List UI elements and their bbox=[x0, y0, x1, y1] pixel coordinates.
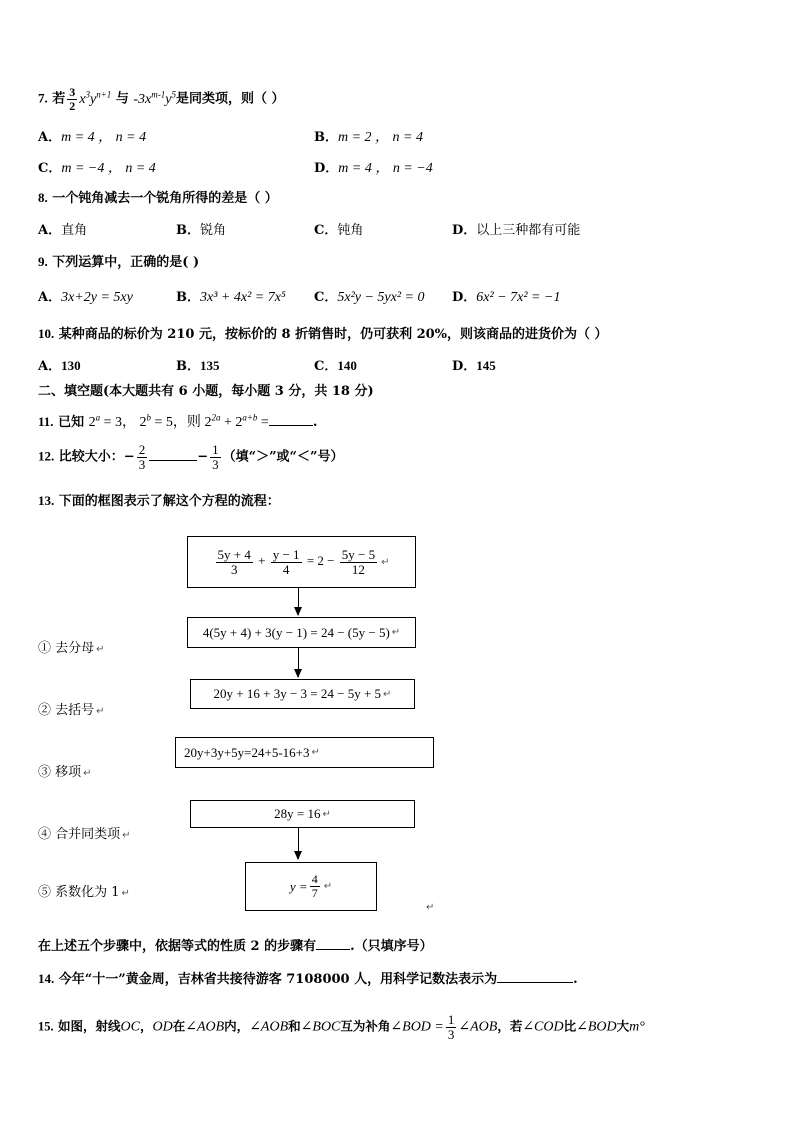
step-label-1: ① 去分母 ↵ bbox=[38, 641, 105, 656]
answer-blank-12[interactable] bbox=[149, 460, 197, 461]
q9-option-b[interactable]: B．3x³ + 4x² = 7x⁵ bbox=[176, 290, 286, 305]
flow-arrow-2 bbox=[298, 648, 299, 677]
flow-box-step-4: 28y = 16 ↵ bbox=[190, 800, 415, 828]
question-9: 9. 下列运算中，正确的是( ) bbox=[38, 254, 200, 270]
fraction-1-3-q15: $\frac{1}{3}$ bbox=[447, 1012, 455, 1042]
q8-option-b[interactable]: B．锐角 bbox=[176, 223, 227, 238]
question-7: 7. 若 $\frac{3}{2}$ $x^3y^{n+1}$ 与 $-3x^{m-1}y^5$是同类项，则（ ） bbox=[38, 85, 285, 113]
q10-option-c[interactable]: C．140 bbox=[314, 358, 357, 374]
flow-box-step-3: 20y+3y+5y=24+5-16+3 ↵ bbox=[175, 737, 434, 768]
flow-arrow-1 bbox=[298, 588, 299, 615]
step-label-4: ④ 合并同类项 ↵ bbox=[38, 827, 131, 842]
paragraph-mark: ↵ bbox=[426, 902, 435, 913]
flow-arrow-3 bbox=[298, 828, 299, 859]
question-13: 13. 下面的框图表示了解这个方程的流程： bbox=[38, 493, 280, 509]
question-10: 10. 某种商品的标价为 210 元，按标价的 8 折销售时，仍可获利 20%，则该商品的进货价为（ ） bbox=[38, 326, 608, 342]
q7-option-c[interactable]: C．m = −4 ， n = 4 bbox=[38, 161, 156, 176]
question-12: 12. 比较大小：− $\frac{2}{3}$ − $\frac{1}{3}$ （填“＞”或“＜”号） bbox=[38, 442, 344, 472]
q8-option-c[interactable]: C．钝角 bbox=[314, 223, 364, 238]
q9-option-d[interactable]: D．6x² − 7x² = −1 bbox=[452, 290, 561, 305]
q7-option-d[interactable]: D．m = 4 ， n = −4 bbox=[314, 161, 433, 176]
q7-option-a[interactable]: A．m = 4 ， n = 4 bbox=[38, 130, 147, 145]
q8-option-a[interactable]: A．直角 bbox=[38, 223, 88, 238]
q9-option-a[interactable]: A．3x+2y = 5xy bbox=[38, 290, 133, 305]
step-label-3: ③ 移项 ↵ bbox=[38, 765, 92, 780]
flow-box-original-equation: $\frac{5y + 4}{3}$ + $\frac{y - 1}{4}$ = 2 − $\frac{5y - 5}{12}$ ↵ bbox=[187, 536, 416, 588]
step-label-2: ② 去括号 ↵ bbox=[38, 703, 105, 718]
section-header-fill-in: 二、填空题(本大题共有 6 小题，每小题 3 分，共 18 分) bbox=[38, 384, 374, 399]
question-11: 11. 已知 2$^a$ = 3， 2$^b$ = 5，则 $2^{2a} + 2^{a+b}$ = . bbox=[38, 412, 318, 430]
fraction-2-3: $\frac{2}{3}$ bbox=[138, 442, 146, 472]
q10-option-a[interactable]: A．130 bbox=[38, 358, 81, 374]
q9-option-c[interactable]: C．5x²y − 5yx² = 0 bbox=[314, 290, 425, 305]
question-8: 8. 一个钝角减去一个锐角所得的差是（ ） bbox=[38, 190, 278, 206]
q10-option-d[interactable]: D．145 bbox=[452, 358, 496, 374]
q10-option-b[interactable]: B．135 bbox=[176, 358, 220, 374]
answer-blank-11[interactable] bbox=[269, 425, 313, 426]
flow-box-step-2: 20y + 16 + 3y − 3 = 24 − 5y + 5 ↵ bbox=[190, 679, 415, 709]
answer-blank-13[interactable] bbox=[316, 949, 350, 950]
q8-option-d[interactable]: D．以上三种都有可能 bbox=[452, 223, 581, 238]
fraction-3-2: $\frac{3}{2}$ bbox=[69, 85, 76, 113]
question-13-prompt: 在上述五个步骤中，依据等式的性质 2 的步骤有 .（只填序号） bbox=[38, 939, 433, 954]
question-15: 15. 如图，射线OC，OD在∠AOB内，∠AOB和∠BOC互为补角∠BOD = $\frac{1}{3}$ ∠AOB，若∠COD比∠BOD大m° bbox=[38, 1012, 645, 1042]
fraction-1-3: $\frac{1}{3}$ bbox=[212, 442, 219, 472]
flow-box-step-1: 4(5y + 4) + 3(y − 1) = 24 − (5y − 5) ↵ bbox=[187, 617, 416, 648]
answer-blank-14[interactable] bbox=[497, 982, 573, 983]
step-label-5: ⑤ 系数化为 1 ↵ bbox=[38, 885, 130, 900]
q7-option-b[interactable]: B．m = 2 ， n = 4 bbox=[314, 130, 424, 145]
question-14: 14. 今年“十一”黄金周，吉林省共接待游客 7108000 人，用科学记数法表示为 . bbox=[38, 971, 578, 987]
flow-box-step-5: y = $\frac{4}{7}$ ↵ bbox=[245, 862, 377, 911]
